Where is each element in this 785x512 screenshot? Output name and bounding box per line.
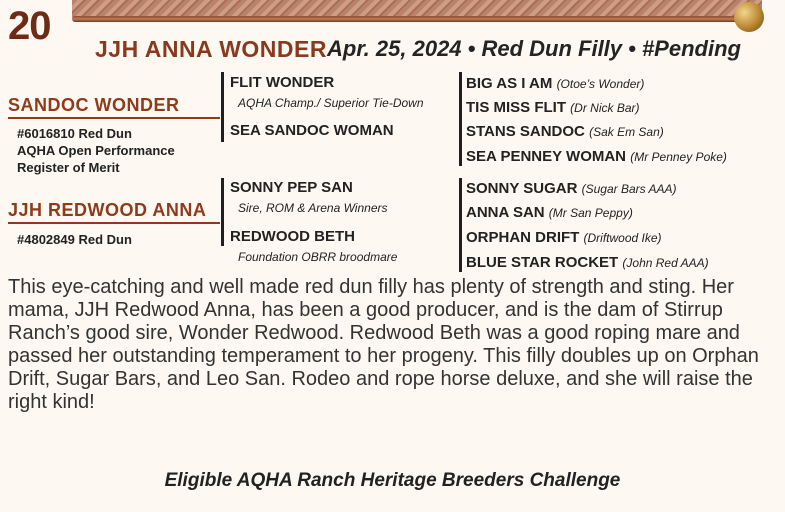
horse-details: Apr. 25, 2024 • Red Dun Filly • #Pending	[327, 36, 741, 61]
grandparent-1: BIG AS I AM (Otoe’s Wonder)	[466, 75, 645, 92]
decorative-rope	[72, 16, 752, 22]
lot-number: 20	[8, 4, 51, 48]
sire-sire-note: AQHA Champ./ Superior Tie-Down	[238, 96, 424, 110]
sire-name: SANDOC WONDER	[8, 95, 180, 115]
sire-dam-name: SEA SANDOC WOMAN	[230, 122, 394, 139]
horse-name: JJH ANNA WONDER	[95, 36, 327, 62]
grandparent-5: SONNY SUGAR (Sugar Bars AAA)	[466, 180, 677, 197]
dam-name: JJH REDWOOD ANNA	[8, 200, 207, 220]
sire-merit: Register of Merit	[17, 160, 120, 175]
pedigree-bracket-gp-top	[459, 72, 462, 166]
pedigree-bracket-sire	[221, 72, 224, 142]
dam-dam-note: Foundation OBRR broodmare	[238, 250, 398, 264]
grandparent-6: ANNA SAN (Mr San Peppy)	[466, 204, 633, 221]
dam-dam-name: REDWOOD BETH	[230, 228, 355, 245]
sire-underline	[8, 117, 220, 119]
sire-registration: #6016810 Red Dun	[17, 126, 132, 141]
grandparent-3: STANS SANDOC (Sak Em San)	[466, 123, 664, 140]
grandparent-4: SEA PENNEY WOMAN (Mr Penney Poke)	[466, 148, 727, 165]
pedigree-bracket-dam	[221, 178, 224, 246]
grandparent-8: BLUE STAR ROCKET (John Red AAA)	[466, 254, 709, 271]
brass-knob-decoration	[734, 2, 764, 32]
dam-sire-name: SONNY PEP SAN	[230, 179, 353, 196]
dam-sire-note: Sire, ROM & Arena Winners	[238, 201, 388, 215]
grandparent-2: TIS MISS FLIT (Dr Nick Bar)	[466, 99, 640, 116]
sire-performance: AQHA Open Performance	[17, 143, 175, 158]
pedigree-bracket-gp-bottom	[459, 178, 462, 272]
dam-registration: #4802849 Red Dun	[17, 232, 132, 247]
sire-sire-name: FLIT WONDER	[230, 74, 335, 91]
description-paragraph: This eye-catching and well made red dun filly has plenty of strength and sting. Her mama, JJH Redwood Anna, has been a good producer, and is the dam of Stirrup Ranch’s good sire, Wonder Redwood. Redwood Beth was a good roping mare and passed her outstanding temperament to her progeny. This filly doubles up on Orphan Drift, Sugar Bars, and Leo San. Rodeo and rope horse deluxe, and she will raise the right kind!	[8, 276, 759, 413]
dam-underline	[8, 222, 220, 224]
footer-note: Eligible AQHA Ranch Heritage Breeders Challenge	[164, 470, 621, 491]
grandparent-7: ORPHAN DRIFT (Driftwood Ike)	[466, 229, 662, 246]
